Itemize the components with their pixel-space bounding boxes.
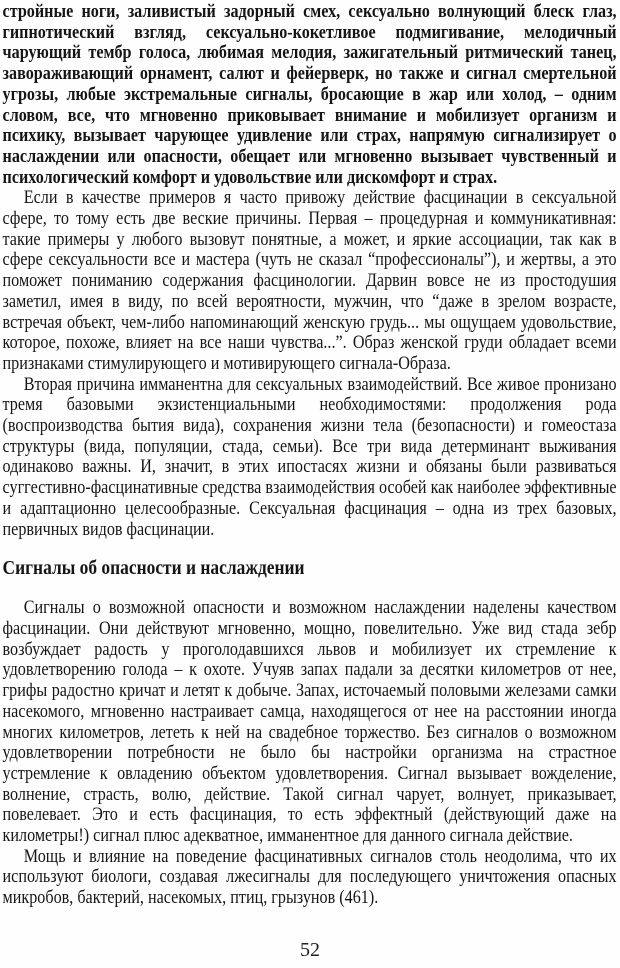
paragraph-second-reason: Вторая причина имманентна для сексуальных взаимодействий. Все живое пронизано тремя базовыми экзистенциальными необходимостями: продолжения рода (воспроизводства бытия вида), сохранения жизни тела (безопасности) и гомеостаза структуры (вида, популяции, стада, семьи). Все три вида детерминант выживания одинаково важны. И, значит, в этих ипостасях жизни и обязаны были развиваться суггестивно-фасцинативные средства взаимодействия особей как наиболее эффективные и адаптационно целесообразные. Сексуальная фасцинация – одна из трех базовых, первичных видов фасцинации. — [2, 373, 617, 540]
section-heading: Сигналы об опасности и наслаждении — [2, 557, 305, 580]
paragraph-danger-pleasure-signals: Сигналы о возможной опасности и возможном наслаждении наделены качеством фасцинации. Они действуют мгновенно, мощно, повелительно. Уже вид стада зебр возбуждает радость у проголодавшихся львов и мобилизует их стремление к удовлетворению голода – к охоте. Учуяв запах падали за десятки километров от нее, грифы радостно кричат и летят к добыче. Запах, источаемый половыми железами самки насекомого, мгновенно настраивает самца, находящегося от нее на расстоянии иногда многих километров, лететь к ней на свадебное торжество. Без сигналов о возможном удовлетворении потребности не было бы настройки организма на страстное устремление к овладению объектом удовлетворения. Сигнал вызывает вожделение, волнение, страсть, волю, действие. Такой сигнал чарует, волнует, приказывает, повелевает. Это и есть фасцинация, то есть эффектный (действующий даже на километры!) сигнал плюс адекватное, имманентное для данного сигнала действие. — [2, 597, 617, 847]
paragraph-sexual-examples: Если в качестве примеров я часто привожу действие фасцинации в сексуальной сфере, то тому есть две веские причины. Первая – процедурная и коммуникативная: такие примеры у любого вызовут понятные, а может, и яркие ассоциации, так как в сфере сексуальности все и мастера (чуть не сказал “профессионалы”), и жертвы, а это поможет пониманию содержания фасцинологии. Дарвин вовсе не из простодушия заметил, имея в виду, по всей вероятности, мужчин, что “даже в зрелом возрасте, встречая объект, чем-либо напоминающий женскую грудь... мы ощущаем удовольствие, которое, похоже, влияет на все наши чувства...”. Образ женской груди обладает всеми признаками стимулирующего и мотивирующего сигнала-Образа. — [2, 187, 617, 374]
paragraph-biologists-false-signals: Мощь и влияние на поведение фасцинативных сигналов столь неодолима, что их используют биологи, создавая лжесигналы для последующего уничтожения опасных микробов, бактерий, насекомых, птиц, грызунов (461). — [2, 845, 617, 909]
page-number: 52 — [300, 939, 320, 961]
paragraph-lead-bold: стройные ноги, заливистый задорный смех, сексуально волнующий блеск глаз, гипнотический взгляд, сексуально-кокетливое подмигивание, мелодичный чарующий тембр голоса, любимая мелодия, зажигательный ритмический танец, завораживающий орнамент, салют и фейерверк, но также и сигнал смертельной угрозы, любые экстремальные сигналы, бросающие в жар или холод, – одним словом, все, что мгновенно приковывает внимание и мобилизует организм и психику, вызывает чарующее удивление или страх, напрямую сигнализирует о наслаждении или опасности, обещает или мгновенно вызывает чувственный и психологический комфорт и удовольствие или дискомфорт и страх. — [2, 1, 617, 188]
